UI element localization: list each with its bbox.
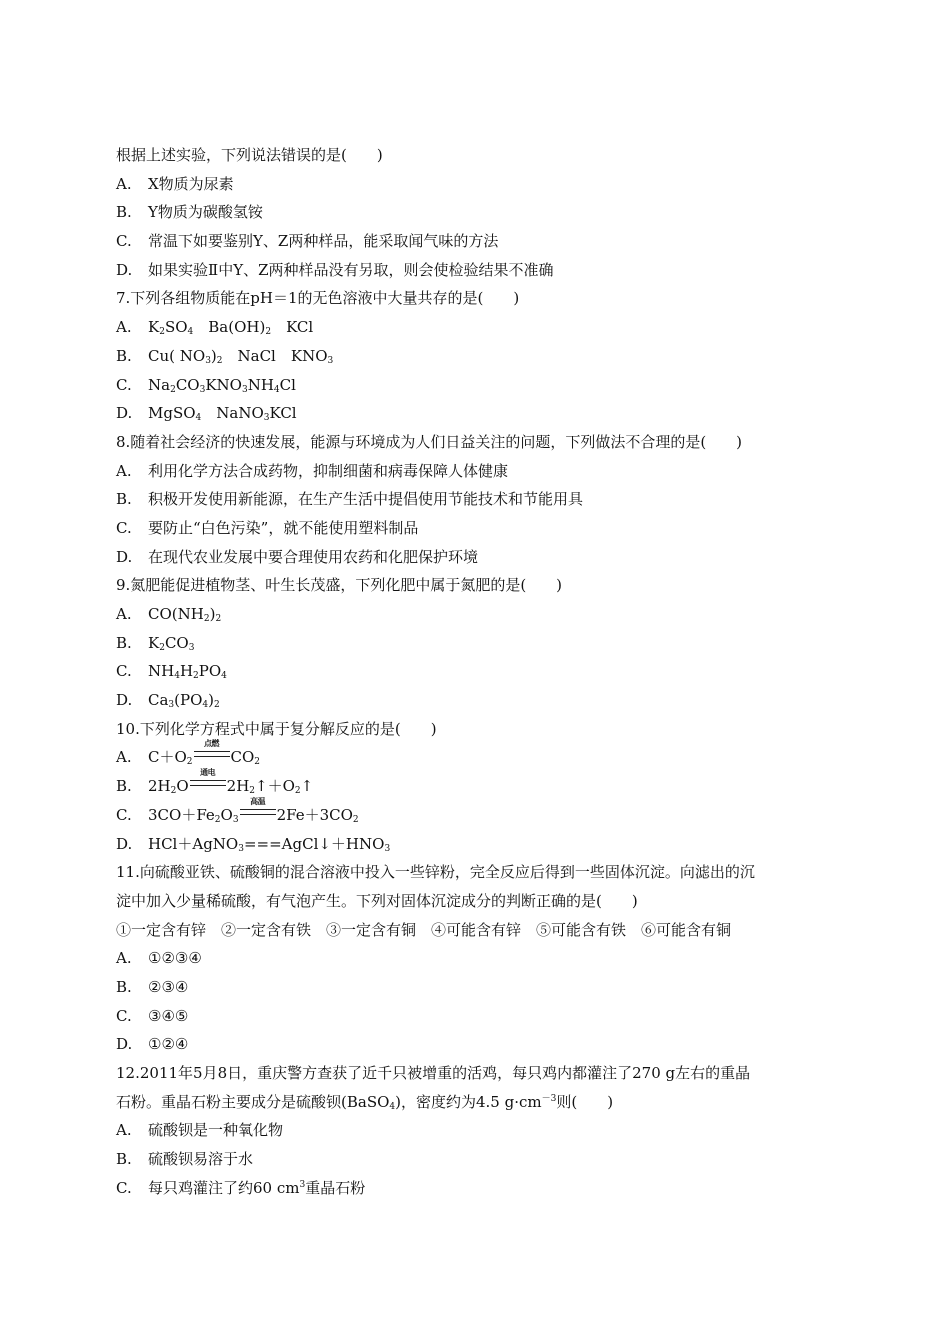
q12-option-b: B. 硫酸钡易溶于水 (116, 1150, 254, 1169)
q8-stem: 8.随着社会经济的快速发展，能源与环境成为人们日益关注的问题，下列做法不合理的是( ) (116, 432, 743, 451)
intro-option-a: A. X物质为尿素 (116, 174, 234, 193)
q12-stem-line1: 12.2011年5月8日，重庆警方查获了近千只被增重的活鸡，每只鸡内都灌注了270 g左右的重晶 (116, 1064, 751, 1082)
intro-option-b: B. Y物质为碳酸氢铵 (116, 203, 263, 222)
q11-stem-line1: 11.向硫酸亚铁、硫酸铜的混合溶液中投入一些锌粉，完全反应后得到一些固体沉淀。向滤出的沉 (116, 863, 755, 882)
q11-option-a: A. ①②③④ (116, 949, 202, 968)
q9-option-c: C. $NH_4H_2PO_4$ (116, 662, 227, 682)
q12-option-c: C. 每只鸡灌注了约60 $cm^3$重晶石粉 (116, 1178, 366, 1197)
q12-stem-line2: 石粉。重晶石粉主要成分是硫酸钡(BaSO$_4$)，密度约为4.5 $g\cdot cm^{-3}$则( ) (116, 1092, 614, 1112)
intro-option-c: C. 常温下如要鉴别Y、Z两种样品，能采取闻气味的方法 (116, 232, 499, 251)
q9-option-b: B. $K_2CO_3$ (116, 633, 195, 653)
q10-option-c: C. $3CO+Fe_2O_3$ 高温 $2Fe+3CO_2$ (116, 795, 359, 825)
q10-option-a: A. $C+O_2$ 点燃 $CO_2$ (116, 738, 261, 768)
condition-ignite-mark: 点燃 (194, 746, 230, 760)
condition-high-temp-mark: 高温 (240, 804, 276, 818)
question-content (116, 141, 836, 1202)
q9-stem: 9.氮肥能促进植物茎、叶生长茂盛，下列化肥中属于氮肥的是( ) (116, 576, 563, 595)
q10-option-d: D. $HCl+AgNO_3===AgCl↓+HNO_3$ (116, 834, 391, 854)
q11-option-d: D. ①②④ (116, 1035, 189, 1054)
q9-option-a: A. $CO(NH_2)_2$ (116, 605, 222, 624)
q11-choices: ①一定含有锌 ②一定含有铁 ③一定含有铜 ④可能含有锌 ⑤可能含有铁 ⑥可能含有铜 (116, 920, 732, 939)
intro-option-d: D. 如果实验Ⅱ中Y、Z两种样品没有另取，则会使检验结果不准确 (116, 260, 554, 279)
condition-electrolysis-mark: 通电 (190, 775, 226, 789)
q12-option-a: A. 硫酸钡是一种氧化物 (116, 1121, 284, 1140)
q11-option-c: C. ③④⑤ (116, 1006, 189, 1025)
q10-option-b: B. $2H_2O$ 通电 $2H_2↑+O_2↑$ (116, 767, 314, 797)
q8-option-d: D. 在现代农业发展中要合理使用农药和化肥保护环境 (116, 547, 479, 566)
q8-option-c: C. 要防止“白色污染”，就不能使用塑料制品 (116, 518, 419, 537)
q10-stem: 10.下列化学方程式中属于复分解反应的是( ) (116, 719, 437, 738)
q11-option-b: B. ②③④ (116, 977, 189, 996)
q7-option-d: D. MgSO$_4$ NaNO$_3$KCl (116, 404, 297, 424)
q11-stem-line2: 淀中加入少量稀硫酸，有气泡产生。下列对固体沉淀成分的判断正确的是( ) (116, 891, 638, 910)
q7-option-c: C. $Na_2CO_3KNO_3NH_4Cl$ (116, 375, 296, 395)
q9-option-d: D. $Ca_3(PO_4)_2$ (116, 691, 220, 711)
q7-stem: 7.下列各组物质能在pH＝1的无色溶液中大量共存的是( ) (116, 289, 520, 308)
intro-stem: 根据上述实验，下列说法错误的是( ) (116, 146, 383, 164)
q8-option-b: B. 积极开发使用新能源，在生产生活中提倡使用节能技术和节能用具 (116, 490, 584, 509)
q7-option-b: B. Cu( $NO_3)_2$ NaCl $KNO_3$ (116, 346, 334, 366)
q7-option-a: A. $K_2SO_4$ $Ba(OH)_2$ KCl (116, 318, 314, 338)
q8-option-a: A. 利用化学方法合成药物，抑制细菌和病毒保障人体健康 (116, 461, 509, 480)
